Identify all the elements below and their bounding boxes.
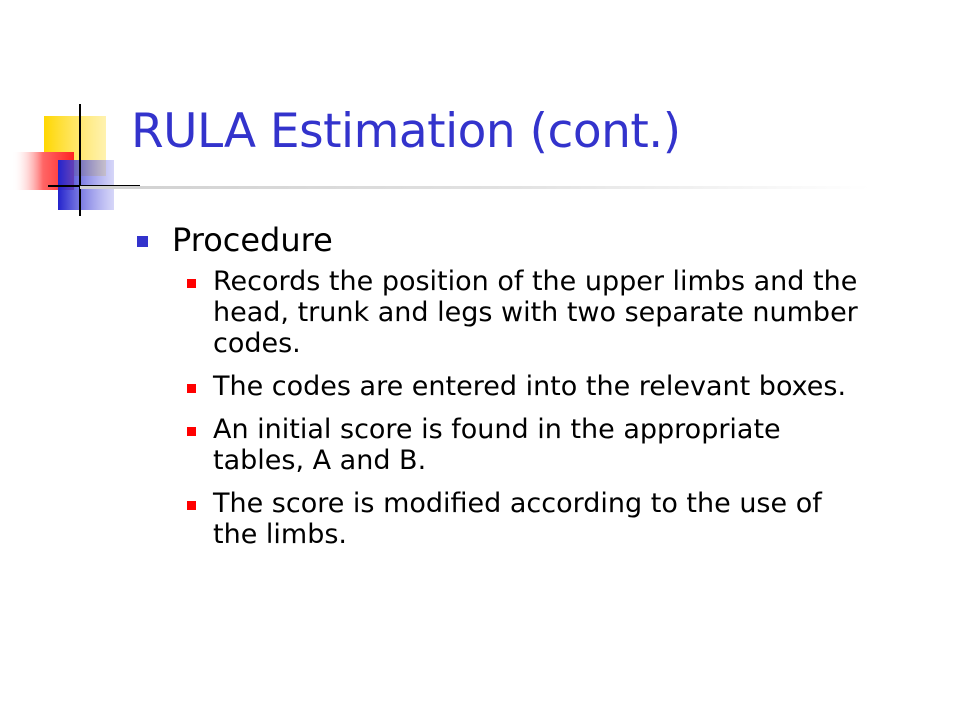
slide-body <box>135 218 925 562</box>
square-bullet-icon <box>187 427 196 436</box>
square-bullet-icon <box>187 384 196 393</box>
sub-bullet-text: Records the position of the upper limbs and the head, trunk and legs with two separate number codes. <box>213 266 858 359</box>
title-divider <box>80 186 870 189</box>
sub-bullet-item <box>135 371 868 402</box>
sub-bullet-text: The codes are entered into the relevant boxes. <box>213 371 847 402</box>
template-logo-icon <box>0 0 140 230</box>
square-bullet-icon <box>187 501 196 510</box>
sub-bullet-item <box>135 488 868 550</box>
sub-bullet-item <box>135 266 868 359</box>
sub-bullet-list <box>135 266 925 550</box>
slide-title: RULA Estimation (cont.) <box>131 104 681 159</box>
square-bullet-icon <box>187 279 196 288</box>
bullet-procedure-text: Procedure <box>172 221 333 259</box>
sub-bullet-text: The score is modified according to the use of the limbs. <box>213 488 822 550</box>
bullet-procedure <box>135 218 925 262</box>
sub-bullet-item <box>135 414 868 476</box>
square-bullet-icon <box>137 236 148 247</box>
sub-bullet-text: An initial score is found in the appropriate tables, A and B. <box>213 414 781 476</box>
